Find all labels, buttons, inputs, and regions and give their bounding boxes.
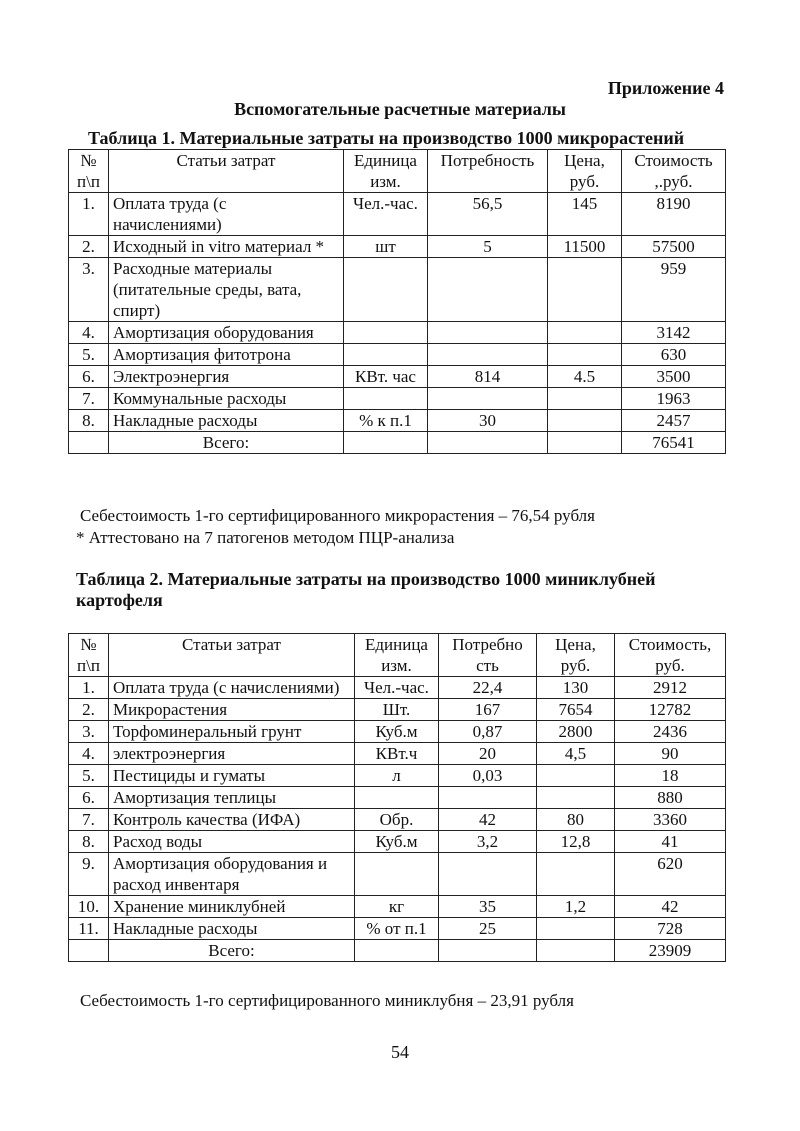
col-header-number: № п\п <box>69 634 109 677</box>
row-unit: КВт.ч <box>355 743 439 765</box>
table-row <box>69 809 726 831</box>
row-price: 145 <box>548 193 622 236</box>
table-row <box>69 743 726 765</box>
table-row <box>69 831 726 853</box>
row-item: Электроэнергия <box>109 366 344 388</box>
row-number: 8. <box>69 410 109 432</box>
row-number: 7. <box>69 809 109 831</box>
table-row <box>69 366 726 388</box>
row-item: Расход воды <box>109 831 355 853</box>
table-row <box>69 787 726 809</box>
section-title: Вспомогательные расчетные материалы <box>234 99 566 119</box>
row-unit: % к п.1 <box>344 410 428 432</box>
total-blank-cell <box>548 432 622 454</box>
total-label: Всего: <box>109 432 344 454</box>
col-header-number: № п\п <box>69 150 109 193</box>
table1-caption: Таблица 1. Материальные затраты на производство 1000 микрорастений <box>88 128 685 148</box>
row-number: 3. <box>69 258 109 322</box>
row-number: 6. <box>69 787 109 809</box>
row-quantity: 22,4 <box>439 677 537 699</box>
col-header-quantity: Потребно сть <box>439 634 537 677</box>
row-price <box>548 258 622 322</box>
total-blank-cell <box>428 432 548 454</box>
row-quantity: 42 <box>439 809 537 831</box>
row-cost: 2457 <box>622 410 726 432</box>
col-header-item: Статьи затрат <box>109 150 344 193</box>
row-unit: Куб.м <box>355 721 439 743</box>
row-number: 1. <box>69 193 109 236</box>
cost-note-minituber: Себестоимость 1-го сертифицированного миниклубня – 23,91 рубля <box>80 991 574 1010</box>
table-total-row <box>69 432 726 454</box>
row-price <box>537 765 615 787</box>
row-quantity <box>428 344 548 366</box>
total-blank-cell <box>344 432 428 454</box>
table-row <box>69 410 726 432</box>
row-cost: 90 <box>615 743 726 765</box>
row-item: Амортизация фитотрона <box>109 344 344 366</box>
table-row <box>69 765 726 787</box>
row-item: Коммунальные расходы <box>109 388 344 410</box>
row-price: 80 <box>537 809 615 831</box>
row-item: Пестициды и гуматы <box>109 765 355 787</box>
row-unit <box>344 388 428 410</box>
table-row <box>69 344 726 366</box>
table-header-row <box>69 150 726 193</box>
row-number: 4. <box>69 743 109 765</box>
table2-body <box>69 677 726 962</box>
table-row <box>69 236 726 258</box>
row-number: 10. <box>69 896 109 918</box>
row-quantity: 56,5 <box>428 193 548 236</box>
row-quantity: 35 <box>439 896 537 918</box>
row-cost: 728 <box>615 918 726 940</box>
appendix-label: Приложение 4 <box>607 78 724 98</box>
row-price: 11500 <box>548 236 622 258</box>
row-quantity: 3,2 <box>439 831 537 853</box>
table-row <box>69 896 726 918</box>
row-unit: Обр. <box>355 809 439 831</box>
row-unit: шт <box>344 236 428 258</box>
row-unit: % от п.1 <box>355 918 439 940</box>
table2 <box>68 633 726 962</box>
row-price: 4,5 <box>537 743 615 765</box>
row-quantity: 0,87 <box>439 721 537 743</box>
total-blank-cell <box>69 940 109 962</box>
row-item: Накладные расходы <box>109 410 344 432</box>
col-header-unit: Единица изм. <box>355 634 439 677</box>
row-number: 5. <box>69 765 109 787</box>
col-header-price: Цена, руб. <box>548 150 622 193</box>
row-price: 7654 <box>537 699 615 721</box>
total-blank-cell <box>355 940 439 962</box>
row-price <box>537 918 615 940</box>
row-unit: Чел.-час. <box>344 193 428 236</box>
row-cost: 880 <box>615 787 726 809</box>
row-number: 5. <box>69 344 109 366</box>
row-quantity: 5 <box>428 236 548 258</box>
row-quantity <box>428 322 548 344</box>
row-item: Расходные материалы (питательные среды, вата, спирт) <box>109 258 344 322</box>
table-row <box>69 721 726 743</box>
row-cost: 620 <box>615 853 726 896</box>
row-item: Оплата труда (с начислениями) <box>109 193 344 236</box>
table-row <box>69 853 726 896</box>
row-unit: Куб.м <box>355 831 439 853</box>
total-blank-cell <box>69 432 109 454</box>
table-row <box>69 193 726 236</box>
col-header-unit: Единица изм. <box>344 150 428 193</box>
row-unit: Шт. <box>355 699 439 721</box>
row-item: Оплата труда (с начислениями) <box>109 677 355 699</box>
row-number: 1. <box>69 677 109 699</box>
table-row <box>69 699 726 721</box>
total-blank-cell <box>439 940 537 962</box>
row-cost: 3142 <box>622 322 726 344</box>
total-blank-cell <box>537 940 615 962</box>
row-unit: КВт. час <box>344 366 428 388</box>
row-number: 4. <box>69 322 109 344</box>
row-quantity <box>439 787 537 809</box>
col-header-quantity: Потребность <box>428 150 548 193</box>
table-total-row <box>69 940 726 962</box>
col-header-item: Статьи затрат <box>109 634 355 677</box>
row-quantity: 167 <box>439 699 537 721</box>
row-price <box>548 410 622 432</box>
row-number: 11. <box>69 918 109 940</box>
table-header-row <box>69 634 726 677</box>
row-number: 6. <box>69 366 109 388</box>
row-item: Микрорастения <box>109 699 355 721</box>
row-quantity: 25 <box>439 918 537 940</box>
row-item: Амортизация теплицы <box>109 787 355 809</box>
row-quantity: 0,03 <box>439 765 537 787</box>
row-number: 8. <box>69 831 109 853</box>
row-unit: л <box>355 765 439 787</box>
table-row <box>69 677 726 699</box>
row-price: 12,8 <box>537 831 615 853</box>
row-cost: 12782 <box>615 699 726 721</box>
table-row <box>69 918 726 940</box>
row-cost: 41 <box>615 831 726 853</box>
row-cost: 8190 <box>622 193 726 236</box>
row-number: 3. <box>69 721 109 743</box>
row-unit <box>344 322 428 344</box>
row-item: электроэнергия <box>109 743 355 765</box>
row-quantity: 814 <box>428 366 548 388</box>
row-cost: 630 <box>622 344 726 366</box>
table-row <box>69 388 726 410</box>
row-quantity: 20 <box>439 743 537 765</box>
table1 <box>68 149 726 454</box>
table-row <box>69 258 726 322</box>
row-price <box>537 787 615 809</box>
row-unit <box>355 853 439 896</box>
col-header-cost: Стоимость ,.руб. <box>622 150 726 193</box>
row-quantity <box>428 388 548 410</box>
row-unit <box>355 787 439 809</box>
row-cost: 959 <box>622 258 726 322</box>
table-row <box>69 322 726 344</box>
page-number: 54 <box>391 1042 409 1062</box>
table2-caption: Таблица 2. Материальные затраты на производство 1000 миниклубней картофеля <box>76 569 656 610</box>
row-quantity <box>428 258 548 322</box>
row-item: Контроль качества (ИФА) <box>109 809 355 831</box>
row-item: Исходный in vitro материал * <box>109 236 344 258</box>
row-cost: 18 <box>615 765 726 787</box>
cost-note-microplant: Себестоимость 1-го сертифицированного микрорастения – 76,54 рубля <box>80 506 595 525</box>
row-number: 2. <box>69 236 109 258</box>
row-price: 130 <box>537 677 615 699</box>
total-label: Всего: <box>109 940 355 962</box>
row-cost: 3500 <box>622 366 726 388</box>
row-cost: 1963 <box>622 388 726 410</box>
row-number: 2. <box>69 699 109 721</box>
row-item: Хранение миниклубней <box>109 896 355 918</box>
row-price: 1,2 <box>537 896 615 918</box>
row-quantity: 30 <box>428 410 548 432</box>
row-unit <box>344 258 428 322</box>
row-unit: Чел.-час. <box>355 677 439 699</box>
row-cost: 42 <box>615 896 726 918</box>
row-item: Амортизация оборудования <box>109 322 344 344</box>
col-header-price: Цена, руб. <box>537 634 615 677</box>
row-price <box>548 344 622 366</box>
row-price: 4.5 <box>548 366 622 388</box>
row-price: 2800 <box>537 721 615 743</box>
row-item: Накладные расходы <box>109 918 355 940</box>
row-cost: 57500 <box>622 236 726 258</box>
total-value: 76541 <box>622 432 726 454</box>
row-cost: 2436 <box>615 721 726 743</box>
col-header-cost: Стоимость, руб. <box>615 634 726 677</box>
row-quantity <box>439 853 537 896</box>
footnote-pathogens: * Аттестовано на 7 патогенов методом ПЦР-анализа <box>76 528 455 547</box>
row-item: Торфоминеральный грунт <box>109 721 355 743</box>
row-unit: кг <box>355 896 439 918</box>
row-number: 7. <box>69 388 109 410</box>
table1-body <box>69 193 726 454</box>
row-cost: 2912 <box>615 677 726 699</box>
row-item: Амортизация оборудования и расход инвентаря <box>109 853 355 896</box>
row-number: 9. <box>69 853 109 896</box>
total-value: 23909 <box>615 940 726 962</box>
row-cost: 3360 <box>615 809 726 831</box>
row-price <box>537 853 615 896</box>
row-price <box>548 388 622 410</box>
row-price <box>548 322 622 344</box>
row-unit <box>344 344 428 366</box>
